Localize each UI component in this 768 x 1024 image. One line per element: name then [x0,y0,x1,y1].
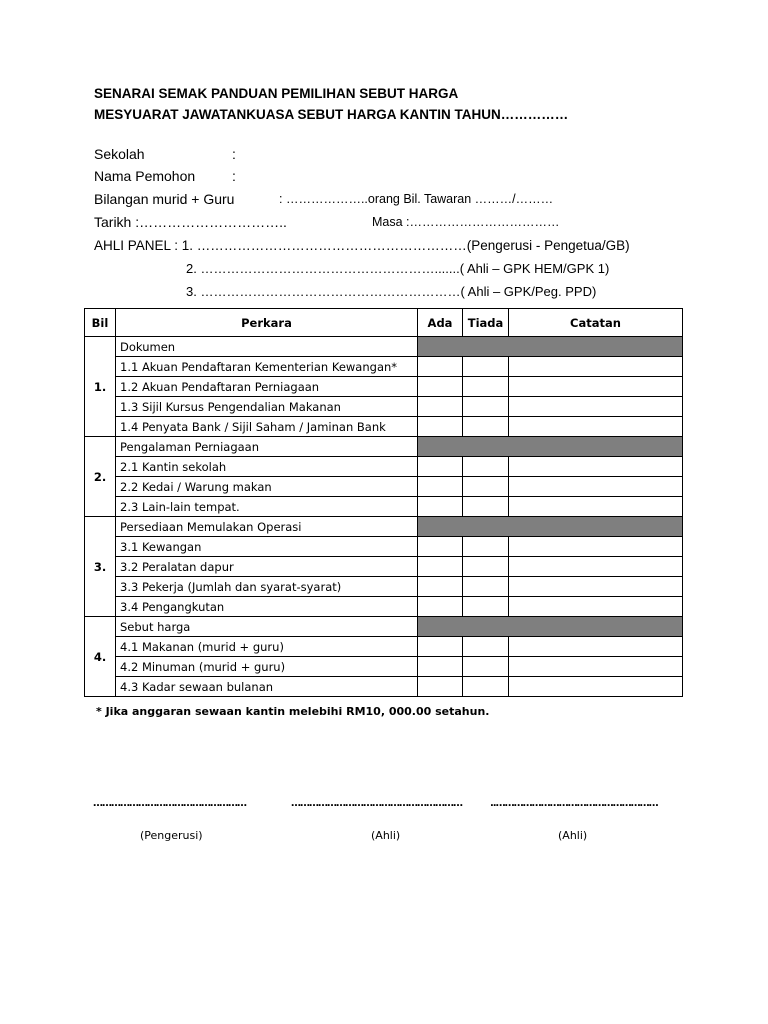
tiada-cell[interactable] [463,497,509,517]
ahli-panel-2: 2. ……………………………………………….......( Ahli – GPK HEM/GPK 1) [186,261,610,276]
catatan-cell[interactable] [509,597,683,617]
item-label: 3.4 Pengangkutan [116,597,418,617]
form-title: SENARAI SEMAK PANDUAN PEMILIHAN SEBUT HARGA [94,86,459,101]
tiada-cell[interactable] [463,597,509,617]
item-label: 3.3 Pekerja (Jumlah dan syarat-syarat) [116,577,418,597]
catatan-cell[interactable] [509,377,683,397]
catatan-cell[interactable] [509,657,683,677]
table-row [85,477,683,497]
catatan-cell[interactable] [509,577,683,597]
item-label: 2.2 Kedai / Warung makan [116,477,418,497]
ada-cell[interactable] [418,497,463,517]
table-row [85,537,683,557]
table-row [85,597,683,617]
form-subtitle: MESYUARAT JAWATANKUASA SEBUT HARGA KANTIN TAHUN…………… [94,107,569,122]
header-tiada: Tiada [463,309,509,337]
table-row [85,657,683,677]
table-row [85,357,683,377]
sekolah-colon: : [232,146,236,162]
header-catatan: Catatan [509,309,683,337]
signature-line-1: …………………………………………… [93,798,246,809]
ada-cell[interactable] [418,657,463,677]
ada-cell[interactable] [418,457,463,477]
tiada-cell[interactable] [463,677,509,697]
tiada-cell[interactable] [463,417,509,437]
sekolah-label: Sekolah [94,146,145,162]
section-title: Persediaan Memulakan Operasi [116,517,418,537]
catatan-cell[interactable] [509,397,683,417]
tiada-cell[interactable] [463,377,509,397]
ada-cell[interactable] [418,557,463,577]
tiada-cell[interactable] [463,537,509,557]
signature-label-ahli-1: (Ahli) [371,829,401,842]
item-label: 1.3 Sijil Kursus Pengendalian Makanan [116,397,418,417]
table-row [85,637,683,657]
tiada-cell[interactable] [463,397,509,417]
ada-cell[interactable] [418,677,463,697]
table-row [85,497,683,517]
signature-label-pengerusi: (Pengerusi) [140,829,203,842]
item-label: 1.4 Penyata Bank / Sijil Saham / Jaminan Bank [116,417,418,437]
ahli-panel-3: 3. ……………………………………………………( Ahli – GPK/Peg. PPD) [186,284,597,299]
footnote: * Jika anggaran sewaan kantin melebihi RM10, 000.00 setahun. [96,705,490,718]
section-number: 1. [85,337,116,437]
catatan-cell[interactable] [509,497,683,517]
tiada-cell[interactable] [463,557,509,577]
catatan-cell[interactable] [509,557,683,577]
item-label: 2.1 Kantin sekolah [116,457,418,477]
section-row [85,337,683,357]
section-shaded-cell [418,437,683,457]
table-row [85,417,683,437]
section-number: 4. [85,617,116,697]
item-label: 4.3 Kadar sewaan bulanan [116,677,418,697]
table-row [85,677,683,697]
table-row [85,557,683,577]
header-ada: Ada [418,309,463,337]
item-label: 2.3 Lain-lain tempat. [116,497,418,517]
ada-cell[interactable] [418,397,463,417]
table-row [85,457,683,477]
section-row [85,517,683,537]
catatan-cell[interactable] [509,537,683,557]
tarikh-label: Tarikh :………………………….. [94,214,287,230]
bilangan-value: : ………………..orang Bil. Tawaran ………/……… [279,192,554,206]
catatan-cell[interactable] [509,457,683,477]
table-row [85,397,683,417]
header-perkara: Perkara [116,309,418,337]
pemohon-label: Nama Pemohon [94,168,196,184]
tiada-cell[interactable] [463,637,509,657]
ada-cell[interactable] [418,417,463,437]
ada-cell[interactable] [418,577,463,597]
catatan-cell[interactable] [509,417,683,437]
section-row [85,617,683,637]
pemohon-colon: : [232,168,236,184]
table-row [85,377,683,397]
checklist-table [84,308,683,697]
section-number: 3. [85,517,116,617]
catatan-cell[interactable] [509,477,683,497]
tiada-cell[interactable] [463,457,509,477]
section-row [85,437,683,457]
ada-cell[interactable] [418,537,463,557]
section-shaded-cell [418,337,683,357]
tiada-cell[interactable] [463,577,509,597]
item-label: 1.1 Akuan Pendaftaran Kementerian Kewangan* [116,357,418,377]
signature-label-ahli-2: (Ahli) [558,829,588,842]
item-label: 3.2 Peralatan dapur [116,557,418,577]
section-shaded-cell [418,617,683,637]
section-shaded-cell [418,517,683,537]
ahli-panel-1: AHLI PANEL : 1. ……………………………………………………(Pengerusi - Pengetua/GB) [94,238,630,253]
ada-cell[interactable] [418,377,463,397]
item-label: 3.1 Kewangan [116,537,418,557]
item-label: 4.1 Makanan (murid + guru) [116,637,418,657]
tiada-cell[interactable] [463,657,509,677]
ada-cell[interactable] [418,597,463,617]
item-label: 4.2 Minuman (murid + guru) [116,657,418,677]
section-number: 2. [85,437,116,517]
section-title: Dokumen [116,337,418,357]
catatan-cell[interactable] [509,357,683,377]
ada-cell[interactable] [418,637,463,657]
header-bil: Bil [85,309,116,337]
catatan-cell[interactable] [509,637,683,657]
tiada-cell[interactable] [463,357,509,377]
ada-cell[interactable] [418,357,463,377]
catatan-cell[interactable] [509,677,683,697]
tiada-cell[interactable] [463,477,509,497]
ada-cell[interactable] [418,477,463,497]
table-row [85,577,683,597]
item-label: 1.2 Akuan Pendaftaran Perniagaan [116,377,418,397]
table-header-row [85,309,683,337]
signature-line-3: ..……………………………………………… [490,798,658,809]
masa-label: Masa :……………………………… [372,215,560,229]
bilangan-label: Bilangan murid + Guru [94,191,235,207]
section-title: Pengalaman Perniagaan [116,437,418,457]
signature-line-2: ………………………………………………… [291,798,462,809]
section-title: Sebut harga [116,617,418,637]
